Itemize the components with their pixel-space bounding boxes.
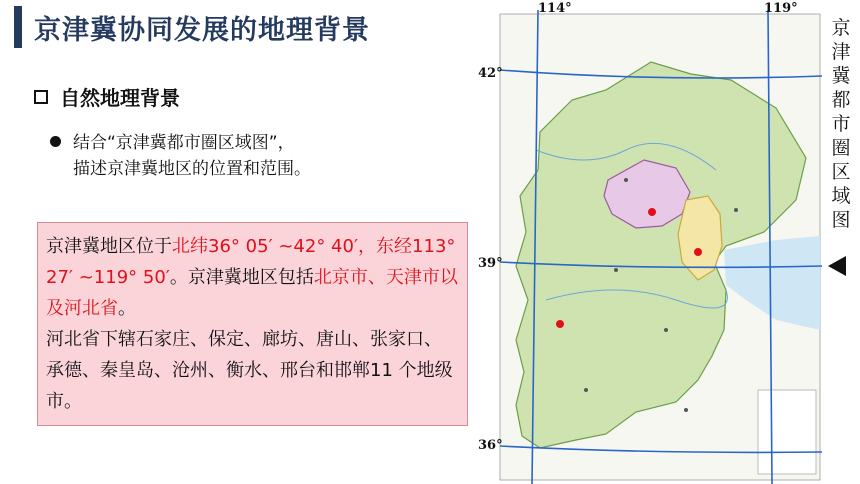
info-text: 。京津冀地区包括 xyxy=(169,267,314,288)
longitude-label-114: 114° xyxy=(538,1,572,16)
tianjin-city-icon xyxy=(694,248,702,256)
latitude-label-36: 36° xyxy=(478,438,503,453)
bullet-line-2: 描述京津冀地区的位置和范围。 xyxy=(73,159,311,179)
checkbox-icon xyxy=(34,90,48,104)
map-legend xyxy=(758,390,816,474)
map-caption: 京津冀都市圈区域图 xyxy=(831,17,851,231)
bullet-line-1: 结合“京津冀都市圈区域图”， xyxy=(73,133,295,153)
section-label: 自然地理背景 xyxy=(60,86,180,110)
info-text: 京津冀地区位于 xyxy=(46,236,172,257)
town-icon xyxy=(624,178,628,182)
info-paragraph-1 xyxy=(46,231,459,324)
triangle-pointer-icon xyxy=(828,256,846,276)
info-box xyxy=(37,222,468,426)
shijiazhuang-city-icon xyxy=(556,320,564,328)
town-icon xyxy=(684,408,688,412)
map-canvas xyxy=(476,0,822,484)
town-icon xyxy=(614,268,618,272)
latitude-label-42: 42° xyxy=(478,66,503,81)
bullet-item xyxy=(50,130,393,182)
region-map xyxy=(476,0,822,484)
bullet-text xyxy=(73,130,393,182)
info-text: 。 xyxy=(118,298,136,319)
region-members: 北京市、天津市以及河北省 xyxy=(46,267,458,319)
title-accent-bar xyxy=(14,6,22,48)
page-title: 京津冀协同发展的地理背景 xyxy=(34,15,370,46)
town-icon xyxy=(734,208,738,212)
beijing-city-icon xyxy=(648,208,656,216)
longitude-label-119: 119° xyxy=(764,1,798,16)
town-icon xyxy=(664,328,668,332)
longitude-range: 东经113° 27′ ~119° 50′ xyxy=(46,236,456,288)
town-icon xyxy=(584,388,588,392)
latitude-range: 北纬36° 05′ ~42° 40′， xyxy=(172,236,377,257)
info-paragraph-2: 河北省下辖石家庄、保定、廊坊、唐山、张家口、承德、秦皇岛、沧州、衡水、邢台和邯郸11 个地级市。 xyxy=(46,329,453,412)
section-heading xyxy=(34,82,180,111)
bullet-dot-icon xyxy=(50,136,61,147)
latitude-label-39: 39° xyxy=(478,256,503,271)
